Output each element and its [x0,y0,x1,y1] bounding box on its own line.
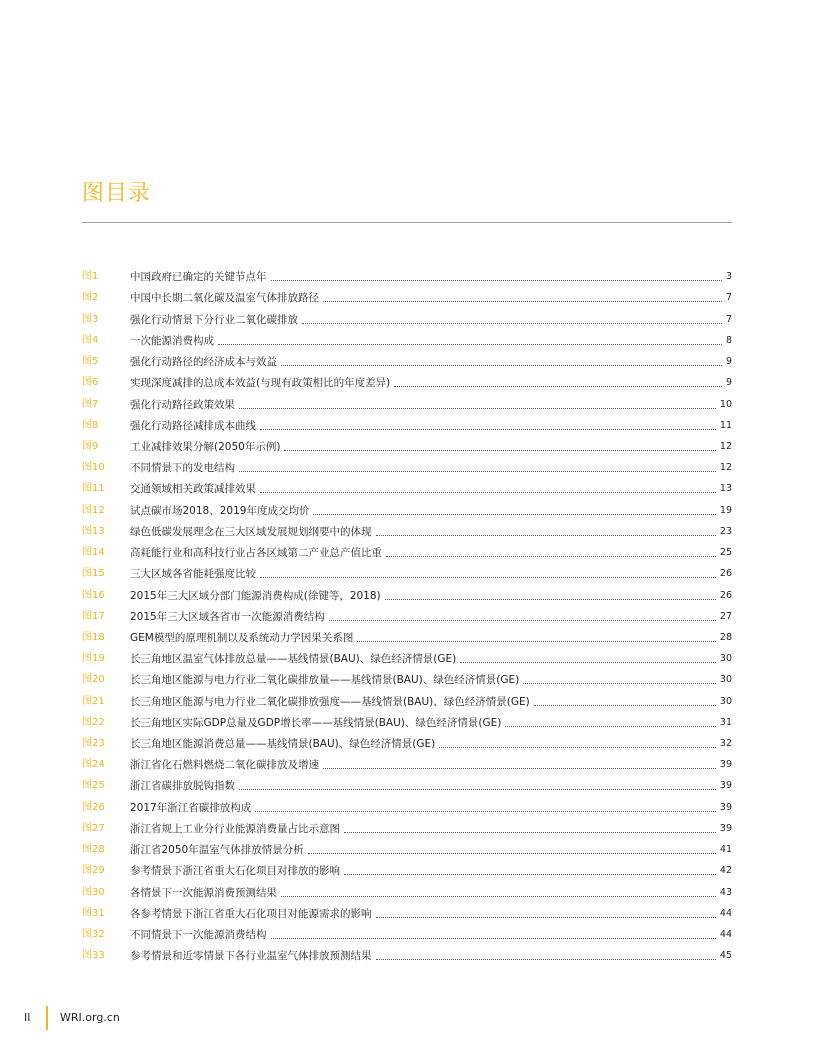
dot-leader [460,662,716,663]
page-number: 41 [719,844,732,856]
dot-leader [329,620,716,621]
figure-title: 长三角地区温室气体排放总量——基线情景(BAU)、绿色经济情景(GE) [130,653,457,666]
dot-leader [271,280,722,281]
figure-number: 图26 [82,801,105,813]
page-number: 28 [719,631,732,643]
dot-leader [271,938,716,939]
dot-leader [376,959,716,960]
page-number: 13 [719,483,732,495]
figure-number: 图20 [82,674,105,686]
toc-row[interactable] [82,284,732,305]
figure-title: 2015年三大区域各省市一次能源消费结构 [130,610,325,623]
page-number: 31 [719,716,732,728]
page-number: 30 [719,674,732,686]
dot-leader [239,471,716,472]
toc-row[interactable] [82,412,732,433]
page-number: 39 [719,822,732,834]
page-number: 23 [719,525,732,537]
figure-title: 各参考情景下浙江省重大石化项目对能源需求的影响 [130,907,372,920]
page-number: 7 [725,292,732,304]
figure-title: 绿色低碳发展理念在三大区域发展规划纲要中的体现 [130,525,372,538]
toc-row[interactable] [82,730,732,751]
figure-number: 图6 [82,377,99,389]
dot-leader [505,726,716,727]
dot-leader [239,789,716,790]
page-number: 9 [725,356,732,368]
figure-number: 图14 [82,547,105,559]
figure-number: 图3 [82,313,99,325]
dot-leader [376,917,716,918]
figure-number: 图18 [82,631,105,643]
figure-number: 图1 [82,271,99,283]
dot-leader [323,768,716,769]
toc-row[interactable] [82,390,732,411]
page-number: 30 [719,653,732,665]
dot-leader [439,747,716,748]
toc-row[interactable] [82,815,732,836]
dot-leader [260,429,716,430]
page-title: 图目录 [82,181,152,206]
page-number: 3 [725,271,732,283]
figure-title: 强化行动路径的经济成本与效益 [130,356,277,369]
dot-leader [284,450,715,451]
page-number: 10 [719,398,732,410]
figure-number: 图22 [82,716,105,728]
figure-number: 图15 [82,568,105,580]
toc-row[interactable] [82,305,732,326]
dot-leader [386,556,716,557]
title-divider [82,222,732,223]
page-number: 39 [719,801,732,813]
toc-row[interactable] [82,348,732,369]
page-number: 45 [719,950,732,962]
figure-list [82,263,732,963]
figure-title: 浙江省2050年温室气体排放情景分析 [130,844,304,857]
toc-row[interactable] [82,369,732,390]
toc-row[interactable] [82,581,732,602]
toc-row[interactable] [82,603,732,624]
dot-leader [239,408,716,409]
figure-number: 图25 [82,780,105,792]
page-number: 32 [719,738,732,750]
figure-title: 参考情景下浙江省重大石化项目对排放的影响 [130,865,340,878]
toc-row[interactable] [82,942,732,963]
footer-page-number: II [24,1011,31,1024]
figure-number: 图23 [82,738,105,750]
figure-number: 图11 [82,483,105,495]
page-number: 7 [725,313,732,325]
figure-number: 图9 [82,440,99,452]
page-number: 26 [719,568,732,580]
toc-row[interactable] [82,624,732,645]
figure-number: 图8 [82,419,99,431]
page-number: 30 [719,695,732,707]
dot-leader [260,577,716,578]
toc-row[interactable] [82,836,732,857]
page-number: 39 [719,780,732,792]
figure-title: 强化行动路径减排成本曲线 [130,419,256,432]
figure-number: 图2 [82,292,99,304]
figure-title: 浙江省规上工业分行业能源消费量占比示意图 [130,822,340,835]
toc-row[interactable] [82,327,732,348]
dot-leader [385,599,716,600]
dot-leader [281,896,716,897]
toc-row[interactable] [82,772,732,793]
dot-leader [281,365,722,366]
page-number: 9 [725,377,732,389]
figure-title: 中国中长期二氧化碳及温室气体排放路径 [130,292,319,305]
footer-url[interactable]: WRI.org.cn [60,1011,120,1024]
figure-title: 中国政府已确定的关键节点年 [130,271,267,284]
figure-number: 图7 [82,398,99,410]
page-number: 27 [719,610,732,622]
figure-title: 工业减排效果分解(2050年示例) [130,440,281,453]
toc-row[interactable] [82,857,732,878]
figure-number: 图4 [82,334,99,346]
toc-row[interactable] [82,921,732,942]
figure-title: 2017年浙江省碳排放构成 [130,801,252,814]
dot-leader [523,683,716,684]
figure-number: 图10 [82,462,105,474]
dot-leader [357,641,716,642]
figure-title: 三大区域各省能耗强度比较 [130,568,256,581]
page-number: 26 [719,589,732,601]
figure-title: 强化行动路径政策效果 [130,398,235,411]
dot-leader [313,514,715,515]
page-number: 12 [719,462,732,474]
dot-leader [344,832,716,833]
dot-leader [534,705,716,706]
toc-row[interactable] [82,433,732,454]
toc-row[interactable] [82,900,732,921]
figure-number: 图21 [82,695,105,707]
figure-title: 交通领域相关政策减排效果 [130,483,256,496]
figure-title: 一次能源消费构成 [130,334,214,347]
figure-title: 长三角地区能源与电力行业二氧化碳排放强度——基线情景(BAU)、绿色经济情景(GE) [130,695,530,708]
figure-number: 图16 [82,589,105,601]
figure-number: 图31 [82,907,105,919]
toc-row[interactable] [82,454,732,475]
figure-title: 浙江省碳排放脱钩指数 [130,780,235,793]
dot-leader [394,386,722,387]
page-number: 19 [719,504,732,516]
figure-title: 不同情景下一次能源消费结构 [130,929,267,941]
page-number: 44 [719,907,732,919]
figure-number: 图12 [82,504,105,516]
figure-number: 图33 [82,950,105,962]
toc-row[interactable] [82,496,732,517]
dot-leader [323,301,722,302]
figure-number: 图32 [82,929,105,940]
page-number: 42 [719,865,732,877]
figure-number: 图13 [82,525,105,537]
footer-divider [46,1006,48,1030]
toc-row[interactable] [82,539,732,560]
dot-leader [344,874,716,875]
figure-title: 长三角地区能源消费总量——基线情景(BAU)、绿色经济情景(GE) [130,738,436,751]
figure-number: 图24 [82,759,105,771]
dot-leader [260,492,716,493]
figure-number: 图27 [82,822,105,834]
figure-title: 试点碳市场2018、2019年度成交均价 [130,504,310,517]
toc-row[interactable] [82,687,732,708]
toc-row[interactable] [82,645,732,666]
page-number: 43 [719,886,732,898]
toc-row[interactable] [82,560,732,581]
toc-row[interactable] [82,518,732,539]
page-number: 8 [725,334,732,346]
figure-title: 各情景下一次能源消费预测结果 [130,886,277,899]
dot-leader [255,811,716,812]
dot-leader [218,344,722,345]
toc-row[interactable] [82,666,732,687]
figure-title: 长三角地区能源与电力行业二氧化碳排放量——基线情景(BAU)、绿色经济情景(GE) [130,674,520,687]
figure-number: 图19 [82,653,105,665]
figure-number: 图28 [82,844,105,856]
figure-title: 不同情景下的发电结构 [130,462,235,475]
figure-title: 参考情景和近零情景下各行业温室气体排放预测结果 [130,950,372,963]
figure-title: 浙江省化石燃料燃烧二氧化碳排放及增速 [130,759,319,772]
figure-title: GEM模型的原理机制以及系统动力学因果关系图 [130,631,354,644]
figure-title: 2015年三大区域分部门能源消费构成(徐键等，2018) [130,589,381,602]
figure-title: 实现深度减排的总成本效益(与现有政策相比的年度差异) [130,377,391,390]
toc-row[interactable] [82,263,732,284]
figure-number: 图17 [82,610,105,622]
toc-row[interactable] [82,751,732,772]
page-number: 25 [719,547,732,559]
figure-number: 图29 [82,865,105,877]
toc-row[interactable] [82,475,732,496]
figure-title: 强化行动情景下分行业二氧化碳排放 [130,313,298,326]
toc-row[interactable] [82,709,732,730]
toc-row[interactable] [82,793,732,814]
dot-leader [308,853,716,854]
page-number: 12 [719,440,732,452]
dot-leader [302,323,722,324]
page-number: 11 [719,419,732,431]
figure-title: 高耗能行业和高科技行业占各区域第二产业总产值比重 [130,547,382,560]
page-number: 39 [719,759,732,771]
page-number: 44 [719,929,732,940]
dot-leader [376,535,716,536]
figure-title: 长三角地区实际GDP总量及GDP增长率——基线情景(BAU)、绿色经济情景(GE) [130,716,502,729]
figure-number: 图30 [82,886,105,898]
figure-number: 图5 [82,356,99,368]
toc-row[interactable] [82,878,732,899]
